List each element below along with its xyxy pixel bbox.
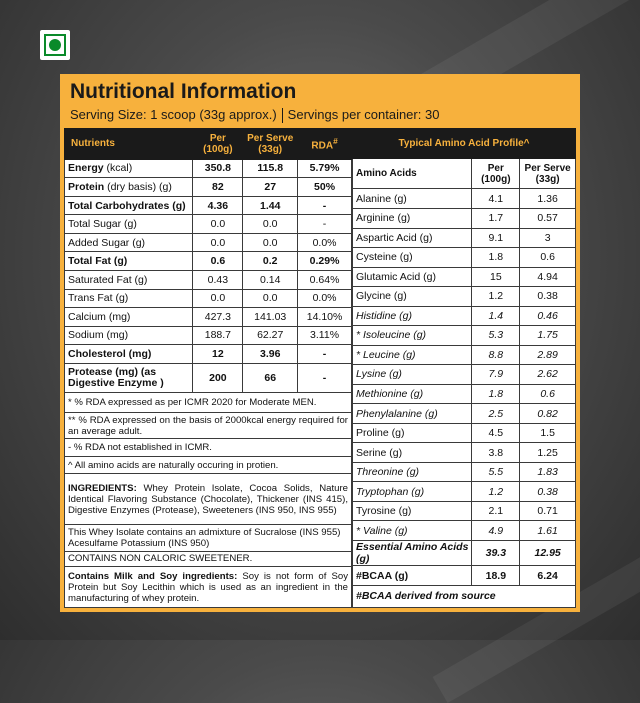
sweetener-note: This Whey Isolate contains an admixture of Sucralose (INS 955) Acesulfame Potassium (INS 950) [65,525,352,552]
allergen-note: Contains Milk and Soy ingredients: Soy is not form of Soy Protein but Soy Lecithin which is used as an ingredient in the manufacturing of whey protein. [65,567,352,608]
nutrient-rda: - [298,196,352,215]
amino-perserve: 1.36 [520,189,576,209]
amino-name: Lysine (g) [353,365,472,385]
amino-name: Essential Amino Acids (g) [353,541,472,566]
nutrient-perserve: 66 [243,363,298,392]
amino-per100: 1.8 [472,384,520,404]
nutrient-name: Calcium (mg) [65,308,193,327]
amino-perserve: 4.94 [520,267,576,287]
amino-perserve: 0.82 [520,404,576,424]
ingredients-text: INGREDIENTS: Whey Protein Isolate, Cocoa Solids, Nature Identical Flavoring Substance (Chocolate), Thickener (INS 415), Digestive Enzymes (Protease), Sweeteners (INS 950, INS 955) [65,474,352,525]
note-not-established: - % RDA not established in ICMR. [65,439,352,456]
nutrients-table [64,128,352,608]
amino-per100: 15 [472,267,520,287]
amino-row [353,521,576,541]
nutrient-rda: 0.64% [298,271,352,290]
nutrient-row [65,178,352,197]
nutrient-perserve: 0.0 [243,233,298,252]
amino-row [353,189,576,209]
amino-per100: 8.8 [472,345,520,365]
amino-name: #BCAA (g) [353,566,472,586]
nutrient-rda: 0.0% [298,233,352,252]
serving-info [70,106,576,124]
rda-header: RDA# [298,129,352,160]
nutrient-name: Total Carbohydrates (g) [65,196,193,215]
amino-name: Proline (g) [353,423,472,443]
nutrient-rda: 0.0% [298,289,352,308]
nutrient-row [65,233,352,252]
nutrient-perserve: 141.03 [243,308,298,327]
amino-perserve: 1.75 [520,326,576,346]
nutrient-perserve: 115.8 [243,159,298,178]
amino-name: Methionine (g) [353,384,472,404]
amino-row [353,462,576,482]
servings-per-container: Servings per container: 30 [287,107,440,122]
nutrient-row [65,196,352,215]
nutrient-name: Cholesterol (mg) [65,345,193,364]
nutrient-name: Total Sugar (g) [65,215,193,234]
amino-perserve: 3 [520,228,576,248]
nutrient-name: Protease (mg) (as Digestive Enzyme ) [65,363,193,392]
amino-per100: 1.8 [472,248,520,268]
nutrient-name: Protein (dry basis) (g) [65,178,193,197]
nutrient-rda: - [298,345,352,364]
nutrition-panel [60,74,580,612]
nutrient-rda: 0.29% [298,252,352,271]
amino-per100: 2.5 [472,404,520,424]
nutrient-name: Sodium (mg) [65,326,193,345]
amino-row [353,482,576,502]
amino-name: Glycine (g) [353,287,472,307]
nutrient-per100: 12 [193,345,243,364]
amino-per100: 4.9 [472,521,520,541]
amino-perserve: 0.71 [520,501,576,521]
amino-per100: 1.7 [472,208,520,228]
amino-perserve: 0.38 [520,287,576,307]
amino-row [353,345,576,365]
amino-per100: 2.1 [472,501,520,521]
nutrient-per100: 427.3 [193,308,243,327]
nutrient-row [65,345,352,364]
nutrient-row [65,159,352,178]
amino-per100: 39.3 [472,541,520,566]
amino-per100: 4.1 [472,189,520,209]
nutrient-per100: 0.0 [193,233,243,252]
amino-row [353,365,576,385]
amino-row [353,384,576,404]
nutrient-rda: 14.10% [298,308,352,327]
perserve-header: Per Serve (33g) [243,129,298,160]
amino-per100: 5.5 [472,462,520,482]
amino-name: Histidine (g) [353,306,472,326]
amino-name: Phenylalanine (g) [353,404,472,424]
amino-name: * Valine (g) [353,521,472,541]
serving-size: Serving Size: 1 scoop (33g approx.) [70,107,277,122]
nutrient-row [65,252,352,271]
amino-per100: 1.4 [472,306,520,326]
note-2000kcal: ** % RDA expressed on the basis of 2000kcal energy required for an average adult. [65,412,352,439]
amino-perserve: 1.83 [520,462,576,482]
amino-name: Tryptophan (g) [353,482,472,502]
nutrient-rda: 3.11% [298,326,352,345]
amino-row [353,501,576,521]
amino-row [353,423,576,443]
nutrients-header: Nutrients [65,129,193,160]
amino-perserve: 1.5 [520,423,576,443]
amino-row [353,267,576,287]
amino-row [353,208,576,228]
amino-title: Typical Amino Acid Profile^ [353,129,576,159]
per100-header: Per (100g) [193,129,243,160]
amino-perserve: 0.46 [520,306,576,326]
nutrient-perserve: 3.96 [243,345,298,364]
amino-perserve: 2.62 [520,365,576,385]
nutrient-name: Added Sugar (g) [65,233,193,252]
amino-per100: 1.2 [472,287,520,307]
amino-name: * Leucine (g) [353,345,472,365]
amino-perserve-header: Per Serve (33g) [520,159,576,189]
amino-name: Alanine (g) [353,189,472,209]
nutrient-per100: 0.6 [193,252,243,271]
amino-per100: 7.9 [472,365,520,385]
panel-title: Nutritional Information [70,80,297,103]
nutrient-per100: 82 [193,178,243,197]
nutrient-rda: - [298,363,352,392]
amino-row [353,248,576,268]
amino-per100: 4.5 [472,423,520,443]
amino-perserve: 0.6 [520,248,576,268]
amino-row [353,541,576,566]
vegetarian-mark-icon [40,30,70,60]
amino-row [353,443,576,463]
amino-per100: 5.3 [472,326,520,346]
amino-name: Serine (g) [353,443,472,463]
nutrient-row [65,271,352,290]
nutrient-per100: 4.36 [193,196,243,215]
nutrient-per100: 350.8 [193,159,243,178]
amino-per100: 9.1 [472,228,520,248]
nutrient-rda: 50% [298,178,352,197]
nutrient-perserve: 1.44 [243,196,298,215]
nutrient-per100: 0.43 [193,271,243,290]
nutrient-row [65,363,352,392]
amino-name: Aspartic Acid (g) [353,228,472,248]
nutrient-perserve: 0.0 [243,215,298,234]
amino-name: Tyrosine (g) [353,501,472,521]
amino-name: * Isoleucine (g) [353,326,472,346]
nutrient-name: Trans Fat (g) [65,289,193,308]
amino-perserve: 2.89 [520,345,576,365]
amino-per100: 1.2 [472,482,520,502]
nutrient-perserve: 27 [243,178,298,197]
amino-perserve: 0.57 [520,208,576,228]
amino-perserve: 6.24 [520,566,576,586]
nutrient-name: Saturated Fat (g) [65,271,193,290]
amino-name-header: Amino Acids [353,159,472,189]
amino-per100: 3.8 [472,443,520,463]
amino-perserve: 1.61 [520,521,576,541]
amino-per100-header: Per (100g) [472,159,520,189]
nutrient-per100: 188.7 [193,326,243,345]
nutrients-header-row [65,129,352,160]
amino-row [353,306,576,326]
nutrient-rda: - [298,215,352,234]
amino-perserve: 0.6 [520,384,576,404]
note-amino: ^ All amino acids are naturally occuring in protien. [65,456,352,473]
amino-perserve: 12.95 [520,541,576,566]
amino-row [353,287,576,307]
nutrient-name: Total Fat (g) [65,252,193,271]
amino-header-row [353,159,576,189]
amino-row [353,326,576,346]
nutrient-perserve: 0.0 [243,289,298,308]
amino-acid-table [352,128,576,608]
amino-name: Cysteine (g) [353,248,472,268]
amino-name: Threonine (g) [353,462,472,482]
nutrient-row [65,289,352,308]
nutrient-row [65,215,352,234]
amino-row [353,228,576,248]
nutrient-perserve: 0.14 [243,271,298,290]
amino-perserve: 1.25 [520,443,576,463]
nutrient-per100: 200 [193,363,243,392]
amino-name: Arginine (g) [353,208,472,228]
nutrient-rda: 5.79% [298,159,352,178]
nutrient-per100: 0.0 [193,289,243,308]
amino-name: Glutamic Acid (g) [353,267,472,287]
bcaa-footnote: #BCAA derived from source [353,585,576,607]
nutrient-row [65,326,352,345]
nutrient-per100: 0.0 [193,215,243,234]
nutrient-name: Energy (kcal) [65,159,193,178]
non-caloric-note: CONTAINS NON CALORIC SWEETENER. [65,551,352,566]
nutrient-row [65,308,352,327]
amino-perserve: 0.38 [520,482,576,502]
amino-row [353,404,576,424]
nutrient-perserve: 62.27 [243,326,298,345]
note-icmr: * % RDA expressed as per ICMR 2020 for Moderate MEN. [65,392,352,412]
nutrient-perserve: 0.2 [243,252,298,271]
amino-row [353,566,576,586]
amino-per100: 18.9 [472,566,520,586]
